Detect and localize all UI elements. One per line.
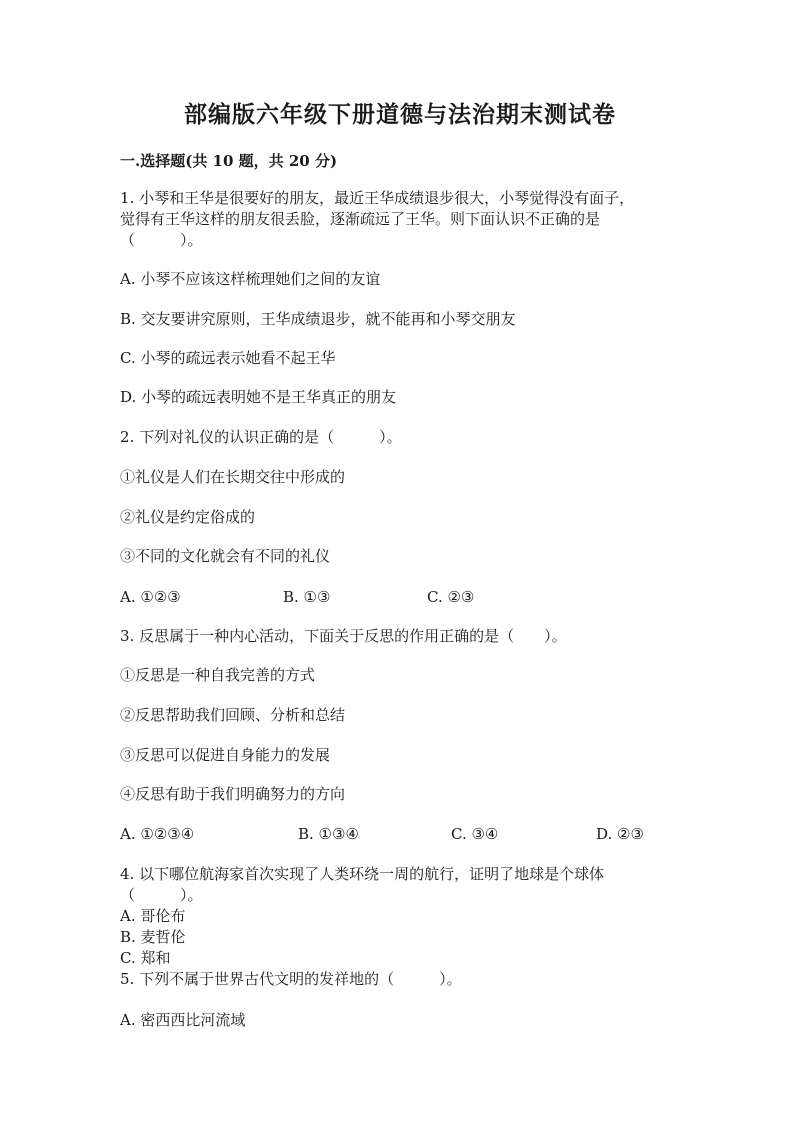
q3-statement-1: ①反思是一种自我完善的方式 (120, 666, 316, 684)
q4-option-a: A. 哥伦布 (120, 907, 186, 925)
q3-statement-4: ④反思有助于我们明确努力的方向 (120, 785, 346, 803)
q3-statement-3: ③反思可以促进自身能力的发展 (120, 746, 331, 764)
page-title: 部编版六年级下册道德与法治期末测试卷 (184, 101, 616, 128)
q3-option-a: A. ①②③④ (120, 825, 195, 843)
q1-stem-line-1: 1. 小琴和王华是很要好的朋友，最近王华成绩退步很大，小琴觉得没有面子， (120, 189, 635, 207)
q4-option-b: B. 麦哲伦 (120, 928, 186, 946)
q2-statement-1: ①礼仪是人们在长期交往中形成的 (120, 468, 346, 486)
q1-option-b: B. 交友要讲究原则，王华成绩退步，就不能再和小琴交朋友 (120, 310, 516, 328)
q2-option-c: C. ②③ (427, 588, 475, 606)
section-heading: 一.选择题(共 10 题，共 20 分) (120, 152, 338, 170)
q5-stem: 5. 下列不属于世界古代文明的发祥地的（ ）。 (120, 970, 462, 988)
q2-statement-2: ②礼仪是约定俗成的 (120, 508, 256, 526)
q2-option-b: B. ①③ (283, 588, 331, 606)
q3-stem: 3. 反思属于一种内心活动，下面关于反思的作用正确的是（ ）。 (120, 627, 567, 645)
q3-option-c: C. ③④ (451, 825, 499, 843)
q2-option-a: A. ①②③ (120, 588, 181, 606)
q5-option-a: A. 密西西比河流域 (120, 1011, 246, 1029)
q1-option-d: D. 小琴的疏远表明她不是王华真正的朋友 (120, 388, 397, 406)
q3-option-b: B. ①③④ (298, 825, 359, 843)
q3-statement-2: ②反思帮助我们回顾、分析和总结 (120, 706, 346, 724)
q1-option-a: A. 小琴不应该这样梳理她们之间的友谊 (120, 270, 381, 288)
q2-statement-3: ③不同的文化就会有不同的礼仪 (120, 547, 331, 565)
q1-option-c: C. 小琴的疏远表示她看不起王华 (120, 349, 336, 367)
q4-stem-line-2: （ ）。 (120, 886, 203, 904)
q3-option-d: D. ②③ (596, 825, 644, 843)
q4-stem-line-1: 4. 以下哪位航海家首次实现了人类环绕一周的航行，证明了地球是个球体 (120, 865, 605, 883)
q2-stem: 2. 下列对礼仪的认识正确的是（ ）。 (120, 428, 402, 446)
q1-stem-line-2: 觉得有王华这样的朋友很丢脸，逐渐疏远了王华。则下面认识不正确的是 (120, 210, 601, 228)
q4-option-c: C. 郑和 (120, 949, 171, 967)
q1-stem-line-3: （ ）。 (120, 231, 203, 249)
